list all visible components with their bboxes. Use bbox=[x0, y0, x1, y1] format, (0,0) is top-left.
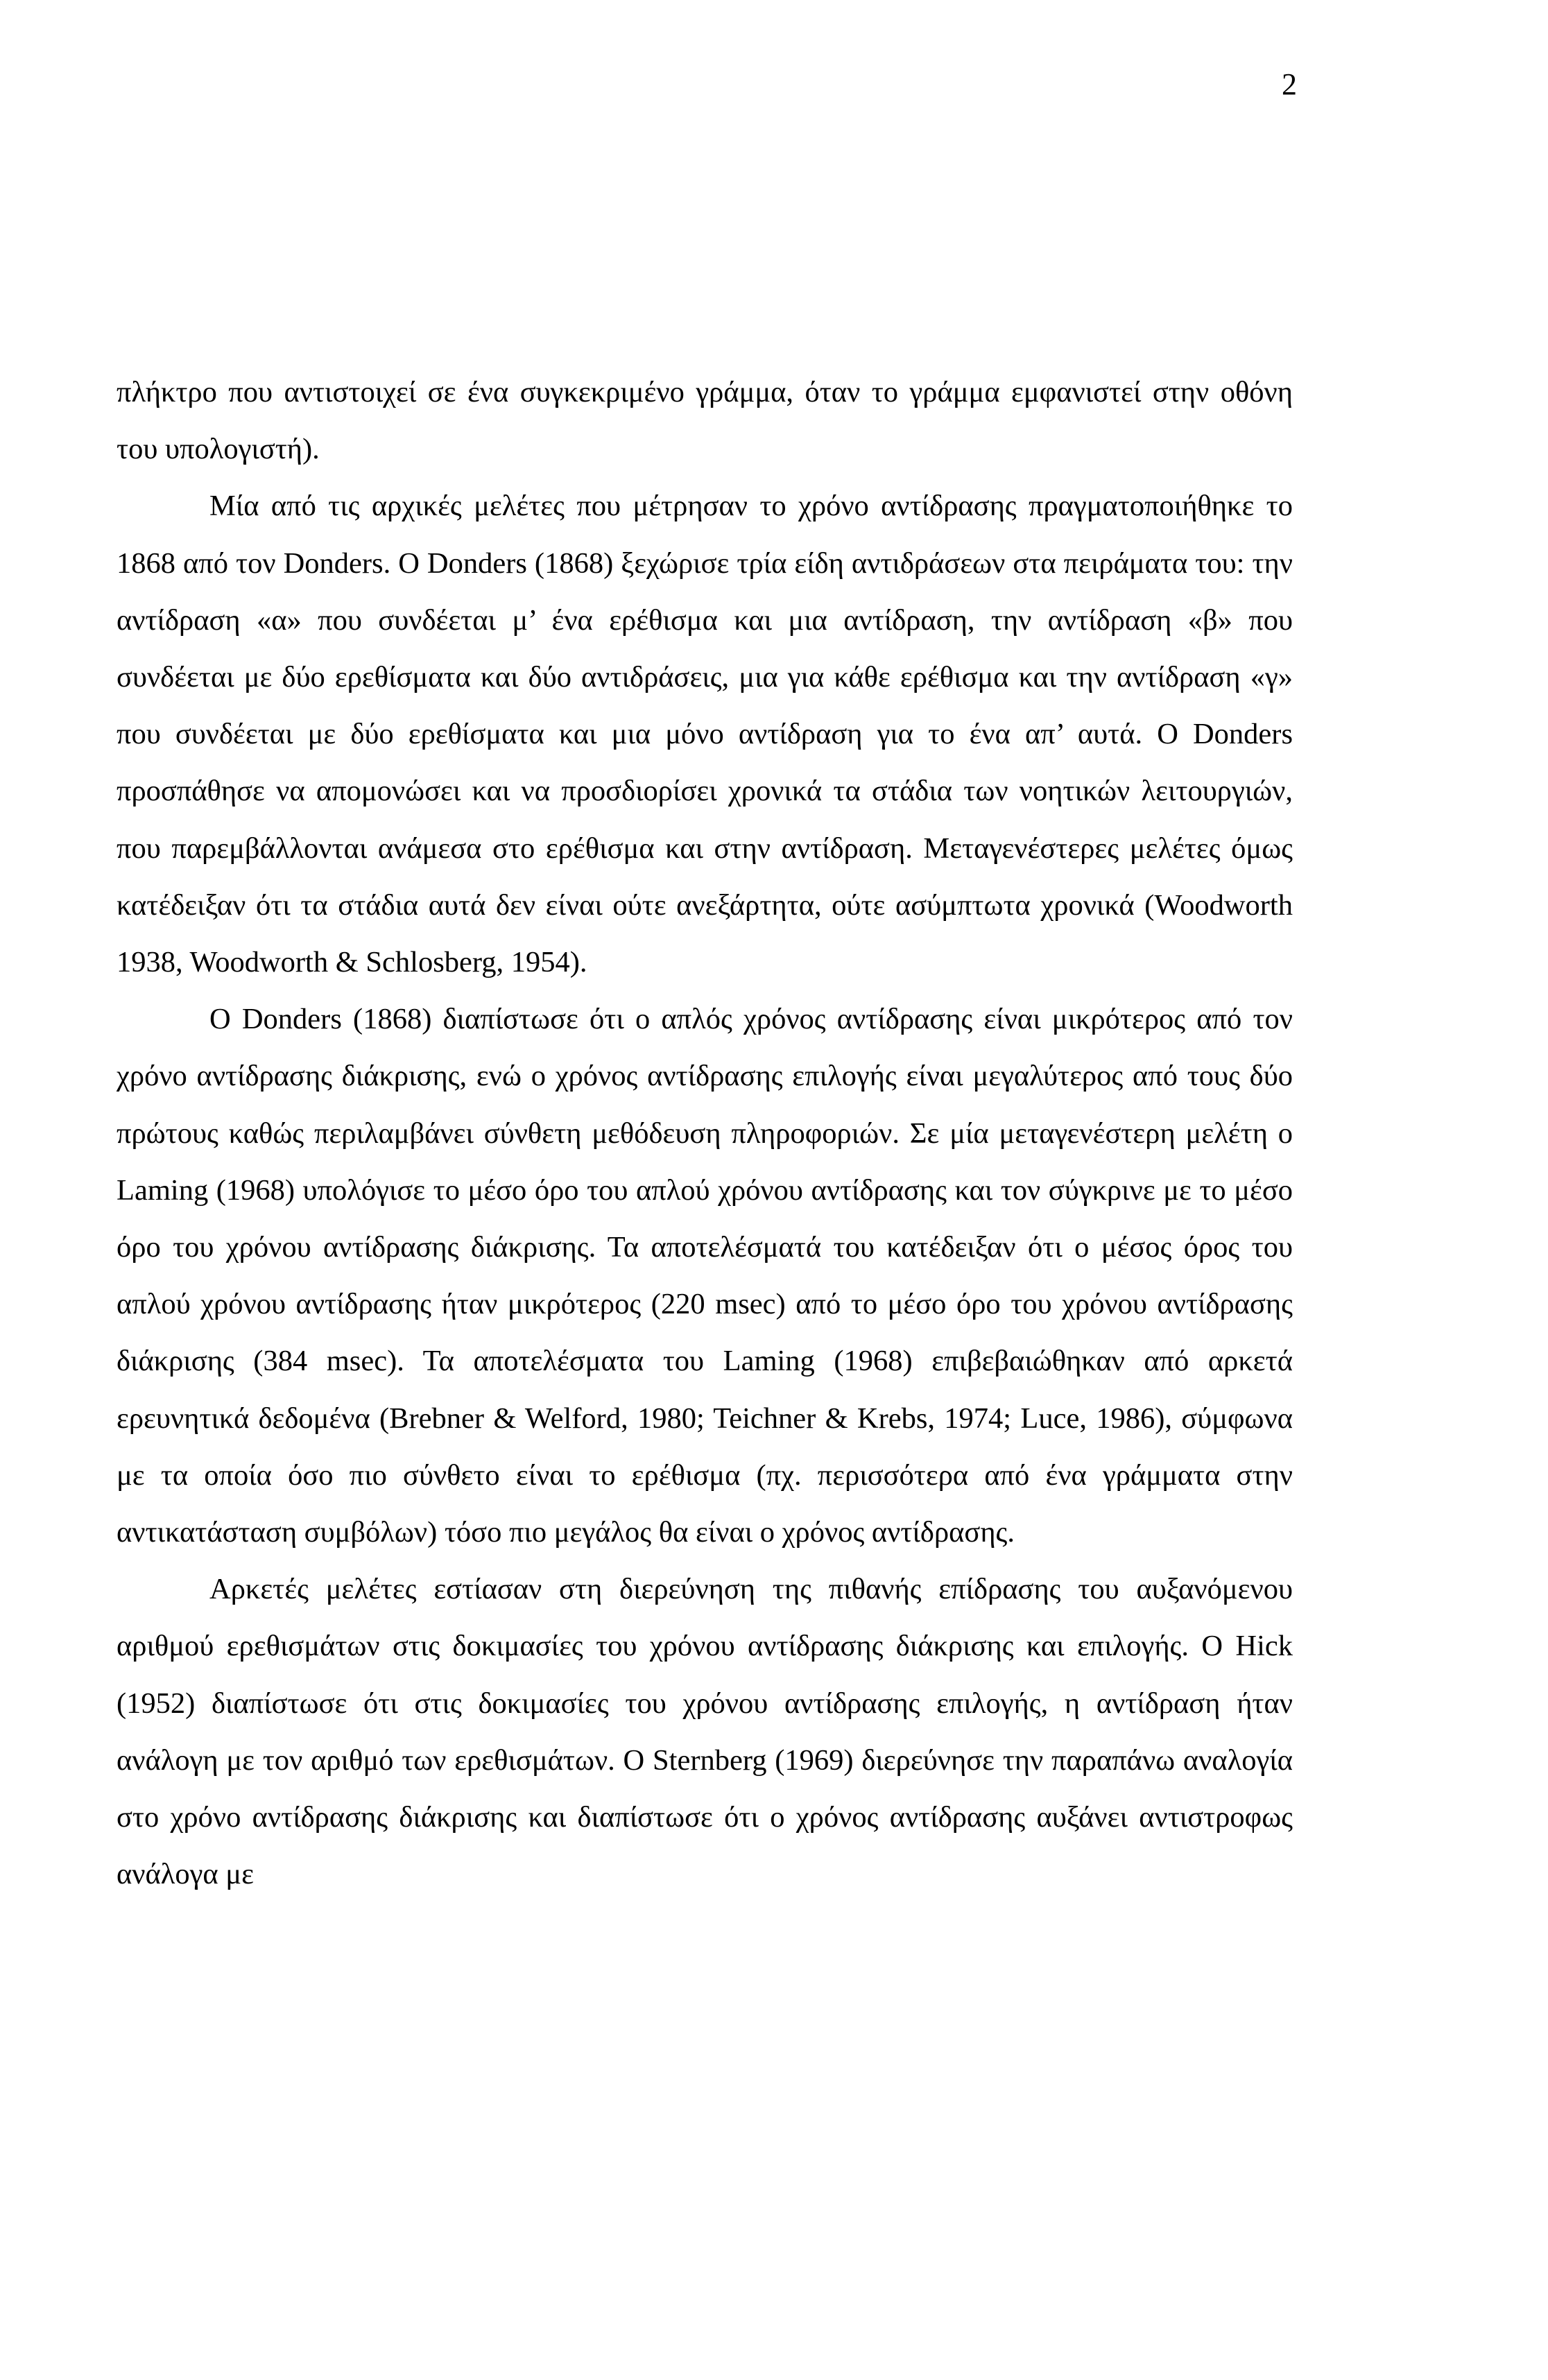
paragraph-donders-history: Μία από τις αρχικές μελέτες που μέτρησαν το χρόνο αντίδρασης πραγματοποιήθηκε το 1868 από τον Donders. Ο Donders (1868) ξεχώρισε τρία είδη αντιδράσεων στα πειράματα του: την αντίδραση «α» που συνδέεται μ’ ένα ερέθισμα και μια αντίδραση, την αντίδραση «β» που συνδέεται με δύο ερεθίσματα και δύο αντιδράσεις, μια για κάθε ερέθισμα και την αντίδραση «γ» που συνδέεται με δύο ερεθίσματα και μια μόνο αντίδραση για το ένα απ’ αυτά. Ο Donders προσπάθησε να απομονώσει και να προσδιορίσει χρονικά τα στάδια των νοητικών λειτουργιών, που παρεμβάλλονται ανάμεσα στο ερέθισμα και στην αντίδραση. Μεταγενέστερες μελέτες όμως κατέδειξαν ότι τα στάδια αυτά δεν είναι ούτε ανεξάρτητα, ούτε ασύμπτωτα χρονικά (Woodworth 1938, Woodworth & Schlosberg, 1954). bbox=[117, 490, 1293, 979]
paragraph-stimulus-number: Αρκετές μελέτες εστίασαν στη διερεύνηση της πιθανής επίδρασης του αυξανόμενου αριθμού ερεθισμάτων στις δοκιμασίες του χρόνου αντίδρασης διάκρισης και επιλογής. Ο Hick (1952) διαπίστωσε ότι στις δοκιμασίες του χρόνου αντίδρασης επιλογής, η αντίδραση ήταν ανάλογη με τον αριθμό των ερεθισμάτων. Ο Sternberg (1969) διερεύνησε την παραπάνω αναλογία στο χρόνο αντίδρασης διάκρισης και διαπίστωσε ότι ο χρόνος αντίδρασης αυξάνει αντιστροφως ανάλογα με bbox=[117, 1573, 1293, 1891]
paragraph-reaction-times: Ο Donders (1868) διαπίστωσε ότι ο απλός χρόνος αντίδρασης είναι μικρότερος από τον χρόνο αντίδρασης διάκρισης, ενώ ο χρόνος αντίδρασης επιλογής είναι μεγαλύτερος από τους δύο πρώτους καθώς περιλαμβάνει σύνθετη μεθόδευση πληροφοριών. Σε μία μεταγενέστερη μελέτη ο Laming (1968) υπολόγισε το μέσο όρο του απλού χρόνου αντίδρασης και τον σύγκρινε με το μέσο όρο του χρόνου αντίδρασης διάκρισης. Τα αποτελέσματά του κατέδειξαν ότι ο μέσος όρος του απλού χρόνου αντίδρασης ήταν μικρότερος (220 msec) από το μέσο όρο του χρόνου αντίδρασης διάκρισης (384 msec). Τα αποτελέσματα του Laming (1968) επιβεβαιώθηκαν από αρκετά ερευνητικά δεδομένα (Brebner & Welford, 1980; Teichner & Krebs, 1974; Luce, 1986), σύμφωνα με τα οποία όσο πιο σύνθετο είναι το ερέθισμα (πχ. περισσότερα από ένα γράμματα στην αντικατάσταση συμβόλων) τόσο πιο μεγάλος θα είναι ο χρόνος αντίδρασης. bbox=[117, 1003, 1293, 1549]
page-number: 2 bbox=[1282, 67, 1297, 101]
paragraph-continuation: πλήκτρο που αντιστοιχεί σε ένα συγκεκριμένο γράμμα, όταν το γράμμα εμφανιστεί στην οθόνη του υπολογιστή). bbox=[117, 376, 1293, 466]
body-text bbox=[117, 364, 1293, 1903]
